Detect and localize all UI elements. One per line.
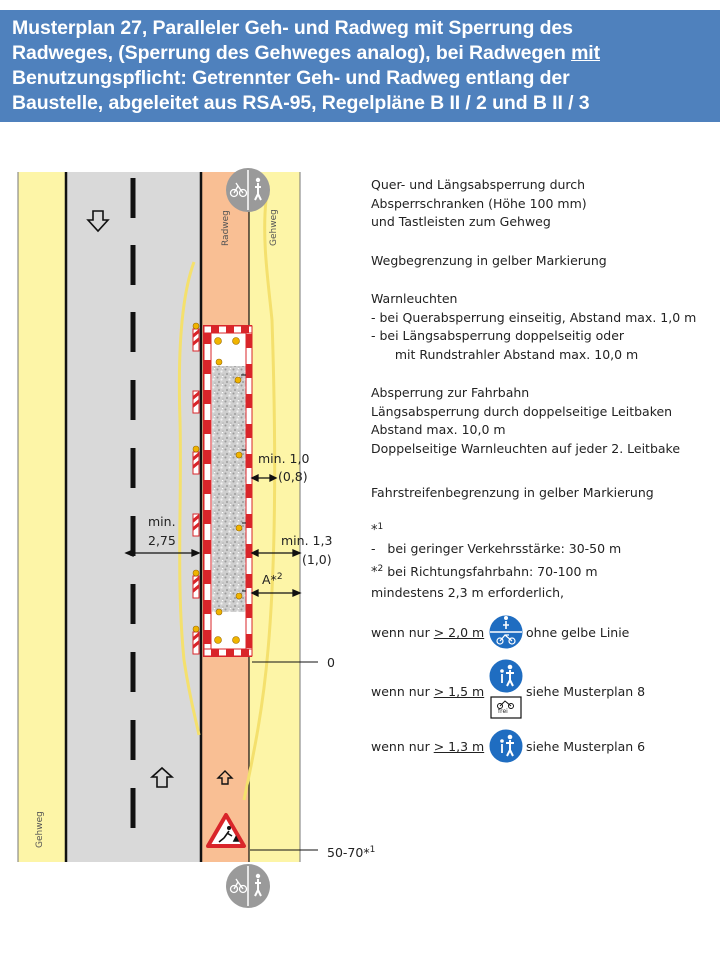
station-zero: 0 (327, 655, 335, 670)
legend-line: Warnleuchten (371, 291, 458, 306)
measure-min-1-0-value: min. 1,0 (258, 451, 310, 466)
legend-line: Quer- und Längsabsperrung durch (371, 177, 586, 192)
legend-width-1-5 (371, 684, 484, 699)
label-gehweg-left: Gehweg (35, 811, 45, 848)
gravel-work-zone (212, 366, 246, 612)
measure-a (262, 569, 283, 588)
legend-road-barrier (371, 384, 680, 458)
footnote-2-text: bei Richtungsfahrbahn: 70-100 m (383, 564, 598, 580)
legend-no-yellow-line: ohne gelbe Linie (526, 625, 630, 640)
label-gehweg-right: Gehweg (269, 209, 279, 246)
measure-1-0: (1,0) (302, 552, 332, 567)
legend-width-value: > 1,5 m (433, 684, 485, 699)
bicycle-pedestrian-sign-icon (489, 615, 523, 649)
work-area (204, 326, 252, 656)
legend-footnote-1: - bei geringer Verkehrsstärke: 30-50 m (371, 541, 622, 556)
station-distance (327, 842, 375, 861)
measure-a-sup: 2 (276, 572, 283, 582)
legend-path-boundary: Wegbegrenzung in gelber Markierung (371, 253, 607, 268)
legend-line: - bei Längsabsperrung doppelseitig oder (371, 328, 625, 344)
title-line-1: Musterplan 27, Paralleler Geh- und Radweg mit Sperrung des (12, 17, 573, 39)
measure-0-8: (0,8) (278, 469, 308, 484)
measure-min-label: min. (148, 514, 176, 529)
legend-line: mit Rundstrahler Abstand max. 10,0 m (371, 346, 639, 362)
legend-width-1-3 (371, 739, 484, 754)
legend-barrier (371, 176, 587, 232)
measure-min-1-3: min. 1,3 (281, 533, 333, 548)
station-distance-text: 50-70* (327, 845, 370, 861)
measure-2-75: 2,75 (148, 533, 176, 548)
legend-line: - bei Querabsperrung einseitig, Abstand max. 1,0 m (371, 309, 697, 325)
title-line-2-underlined: mit (571, 42, 601, 64)
barrier-left (204, 326, 211, 656)
legend-line: Abstand max. 10,0 m (371, 422, 506, 438)
title-line-4: Baustelle, abgeleitet aus RSA-95, Regelpläne B II / 2 und B II / 3 (12, 92, 590, 114)
footnote-1-sup: 1 (377, 522, 384, 532)
label-radweg: Radweg (221, 210, 231, 246)
bicycle-pedestrian-sign-icon (226, 864, 270, 908)
pedestrian-sign-icon (489, 659, 523, 693)
legend-line: Längsabsperrung durch doppelseitige Leitbaken (371, 403, 673, 419)
barrier-bottom (204, 649, 252, 656)
left-sidewalk (18, 172, 66, 862)
legend-warning-lights (371, 290, 696, 364)
barrier-top (204, 326, 252, 333)
station-distance-sup: 1 (369, 845, 376, 855)
barrier-right (246, 326, 252, 656)
legend-width-value: > 2,0 m (433, 625, 485, 640)
legend-lane-boundary: Fahrstreifenbegrenzung in gelber Markierung (371, 485, 654, 500)
frei-label: frei (498, 708, 508, 715)
legend-line: und Tastleisten zum Gehweg (371, 214, 551, 230)
title-line-3: Benutzungspflicht: Getrennter Geh- und Radweg entlang der (12, 67, 570, 89)
legend-footnote-2 (371, 560, 598, 583)
legend-line: Absperrung zur Fahrbahn (371, 385, 530, 400)
pedestrian-sign-icon (489, 729, 523, 763)
footnote-1-asterisk: * (371, 523, 378, 539)
measure-min-1-0 (258, 450, 309, 467)
legend-see-plan-6: siehe Musterplan 6 (526, 739, 646, 754)
legend-text: wenn nur (371, 684, 434, 699)
footnote-2-sup: 2 (377, 564, 384, 574)
title-line-2-text: Radweges, (Sperrung des Gehweges analog), bei Radwegen (12, 42, 572, 64)
footnote-2-asterisk: * (371, 565, 378, 581)
legend-width-value: > 1,3 m (433, 739, 485, 754)
legend-requirement: mindestens 2,3 m erforderlich, (371, 585, 564, 600)
legend-text: wenn nur (371, 739, 434, 754)
measure-a-text: A* (262, 572, 277, 588)
legend-see-plan-8: siehe Musterplan 8 (526, 684, 646, 699)
legend-width-2-0 (371, 625, 484, 640)
bicycle-pedestrian-sign-icon (226, 168, 270, 212)
legend-footnote-1-mark (371, 518, 383, 541)
legend-line: Doppelseitige Warnleuchten auf jeder 2. Leitbake (371, 440, 681, 456)
legend-text: wenn nur (371, 625, 434, 640)
legend-line: Absperrschranken (Höhe 100 mm) (371, 195, 587, 211)
